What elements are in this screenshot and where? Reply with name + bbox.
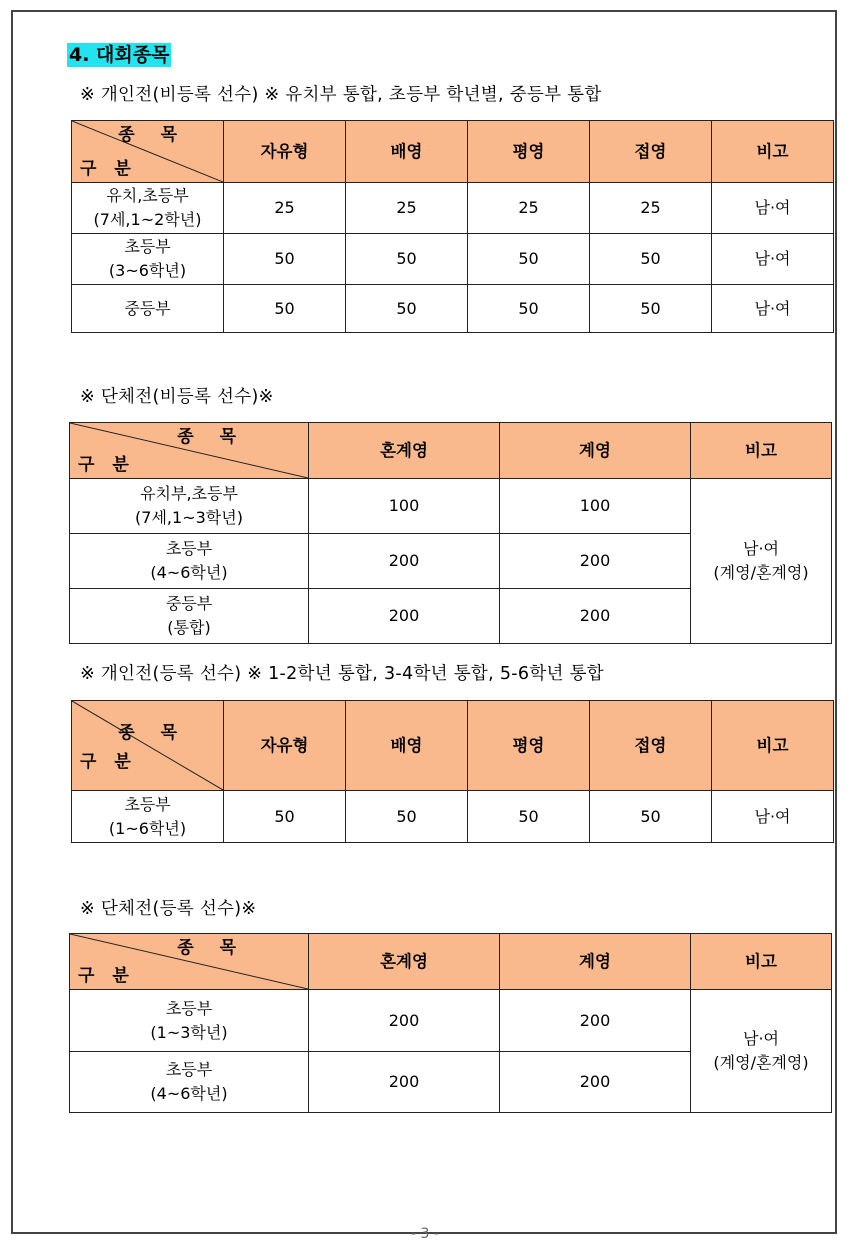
column-header: 비고	[691, 934, 832, 990]
row-label: 초등부 (1~3학년)	[70, 990, 309, 1052]
column-header: 비고	[712, 121, 834, 183]
distance-cell: 200	[500, 1052, 691, 1113]
page-number: - 3 -	[411, 1226, 439, 1242]
distance-cell: 50	[224, 234, 346, 285]
distance-cell: 100	[309, 479, 500, 534]
table-row	[72, 234, 834, 285]
note-cell: 남·여	[712, 183, 834, 234]
header-division: 구 분	[78, 966, 135, 986]
note-cell: 남·여	[712, 285, 834, 333]
column-header: 배영	[346, 701, 468, 791]
table-header-row	[72, 701, 834, 791]
column-header: 비고	[691, 423, 832, 479]
column-header: 비고	[712, 701, 834, 791]
distance-cell: 50	[468, 285, 590, 333]
header-division: 구 분	[80, 159, 137, 179]
distance-cell: 25	[346, 183, 468, 234]
distance-cell: 50	[346, 285, 468, 333]
distance-cell: 200	[309, 534, 500, 589]
table-row	[72, 183, 834, 234]
distance-cell: 50	[590, 234, 712, 285]
row-label: 유치,초등부 (7세,1~2학년)	[72, 183, 224, 234]
distance-cell: 50	[224, 791, 346, 843]
caption-team-unregistered: ※ 단체전(비등록 선수)※	[80, 387, 274, 407]
distance-cell: 50	[468, 791, 590, 843]
distance-cell: 200	[500, 990, 691, 1052]
row-label: 중등부 (통합)	[70, 589, 309, 644]
header-category: 종 목	[118, 723, 187, 743]
distance-cell: 50	[346, 234, 468, 285]
distance-cell: 25	[590, 183, 712, 234]
column-header: 혼계영	[309, 934, 500, 990]
diagonal-header-cell	[70, 934, 309, 990]
diagonal-header-cell	[70, 423, 309, 479]
row-label: 중등부	[72, 285, 224, 333]
caption-individual-unregistered: ※ 개인전(비등록 선수) ※ 유치부 통합, 초등부 학년별, 중등부 통합	[80, 85, 602, 105]
table-team-registered	[69, 933, 832, 1113]
column-header: 접영	[590, 121, 712, 183]
table-individual-registered	[71, 700, 834, 843]
column-header: 자유형	[224, 701, 346, 791]
table-row	[70, 990, 832, 1052]
table-row	[70, 479, 832, 534]
row-label: 초등부 (4~6학년)	[70, 1052, 309, 1113]
header-category: 종 목	[118, 125, 187, 145]
diagonal-line	[72, 701, 223, 790]
distance-cell: 200	[309, 589, 500, 644]
distance-cell: 50	[590, 285, 712, 333]
table-team-unregistered	[69, 422, 832, 644]
distance-cell: 200	[309, 1052, 500, 1113]
row-label: 초등부 (1~6학년)	[72, 791, 224, 843]
note-cell: 남·여	[712, 791, 834, 843]
column-header: 계영	[500, 934, 691, 990]
column-header: 배영	[346, 121, 468, 183]
header-division: 구 분	[78, 455, 135, 475]
section-heading: 4. 대회종목	[69, 44, 170, 66]
distance-cell: 25	[468, 183, 590, 234]
row-label: 초등부 (3~6학년)	[72, 234, 224, 285]
diagonal-header-cell	[72, 701, 224, 791]
distance-cell: 50	[468, 234, 590, 285]
header-division: 구 분	[80, 752, 137, 772]
row-label: 유치부,초등부 (7세,1~3학년)	[70, 479, 309, 534]
column-header: 계영	[500, 423, 691, 479]
distance-cell: 200	[309, 990, 500, 1052]
distance-cell: 50	[346, 791, 468, 843]
distance-cell: 25	[224, 183, 346, 234]
distance-cell: 50	[590, 791, 712, 843]
table-individual-unregistered	[71, 120, 834, 333]
caption-team-registered: ※ 단체전(등록 선수)※	[80, 899, 257, 919]
table-row	[72, 791, 834, 843]
header-category: 종 목	[177, 427, 246, 447]
diagonal-header-cell	[72, 121, 224, 183]
header-category: 종 목	[177, 938, 246, 958]
distance-cell: 50	[224, 285, 346, 333]
note-cell: 남·여 (계영/혼계영)	[691, 990, 832, 1113]
column-header: 평영	[468, 121, 590, 183]
table-header-row	[70, 423, 832, 479]
row-label: 초등부 (4~6학년)	[70, 534, 309, 589]
caption-individual-registered: ※ 개인전(등록 선수) ※ 1-2학년 통합, 3-4학년 통합, 5-6학년 통합	[80, 664, 605, 684]
table-header-row	[72, 121, 834, 183]
distance-cell: 200	[500, 534, 691, 589]
column-header: 자유형	[224, 121, 346, 183]
table-row	[72, 285, 834, 333]
column-header: 평영	[468, 701, 590, 791]
distance-cell: 200	[500, 589, 691, 644]
column-header: 혼계영	[309, 423, 500, 479]
note-cell: 남·여 (계영/혼계영)	[691, 479, 832, 644]
column-header: 접영	[590, 701, 712, 791]
note-cell: 남·여	[712, 234, 834, 285]
distance-cell: 100	[500, 479, 691, 534]
table-header-row	[70, 934, 832, 990]
